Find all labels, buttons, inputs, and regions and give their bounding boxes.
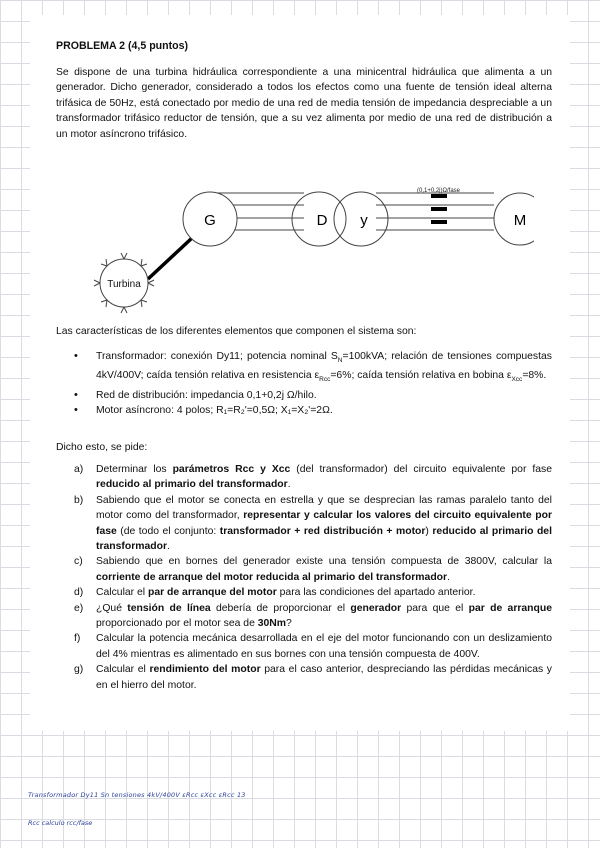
transformer-secondary-label: y bbox=[360, 212, 368, 229]
list-item-transformer: • Transformador: conexión Dy11; potencia nominal $S_N=100kVA$; relación de tensiones compuestas 4kV/400V; caída tensión relativa en resistencia $\varepsilon_{Rcc}=6\%$; caída tensión relativa en bobina $\varepsilon_{Xcc}=8\%$. bbox=[56, 349, 552, 388]
characteristics-list bbox=[56, 349, 552, 419]
problem-sheet bbox=[30, 15, 570, 731]
questions-intro: Dicho esto, se pide: bbox=[56, 442, 148, 453]
questions-list bbox=[56, 462, 552, 693]
shaft bbox=[148, 238, 192, 279]
list-item-network: • Red de distribución: impedancia 0,1+0,2j Ω/hilo. bbox=[56, 388, 552, 403]
question-a: a) Determinar los parámetros Rcc y Xcc (del transformador) del circuito equivalente por fase reducido al primario del transformador. bbox=[74, 464, 552, 491]
handwritten-note-1: Transformador Dy11 Sn tensiones 4kV/400V εRcc εXcc εRcc 13 bbox=[28, 791, 246, 799]
generator-label: G bbox=[204, 212, 216, 229]
distribution-lines bbox=[376, 193, 494, 230]
question-d: d) Calcular el par de arranque del motor para las condiciones del apartado anterior. bbox=[74, 587, 476, 599]
problem-intro: Se dispone de una turbina hidráulica correspondiente a una minicentral hidráulica que alimenta a un generador. Dicho generador, considerado a todos los efectos como una fuente de tensión ideal alterna trifásica de 50Hz, está conectado por medio de una red de media tensión de impedancia despreciable a un transformador trifásico reductor de tensión, que a su vez alimenta por medio de una red de distribución a un motor asíncrono trifásico. bbox=[56, 67, 552, 140]
question-b: b) Sabiendo que el motor se conecta en estrella y que se desprecian las ramas paralelo tanto del motor como del transformador, representar y calcular los valores del circuito equivalente por fase (de todo el conjunto: transformador + red distribución + motor) reducido al primario del transformador. bbox=[74, 494, 552, 553]
characteristics-intro: Las características de los diferentes elementos que componen el sistema son: bbox=[56, 326, 417, 337]
handwritten-note-2: Rcc calculo rcc/fase bbox=[28, 819, 93, 827]
question-e: e) ¿Qué tensión de línea debería de proporcionar el generador para que el par de arranque proporcionado por el motor sea de 30Nm? bbox=[74, 602, 553, 630]
turbine-label: Turbina bbox=[107, 279, 141, 290]
list-item-motor: • Motor asíncrono: 4 polos; R₁=R₂'=0,5Ω; X₁=X₂'=2Ω. bbox=[56, 403, 552, 418]
motor-label: M bbox=[513, 212, 527, 229]
question-f: f) Calcular la potencia mecánica desarrollada en el eje del motor funcionando con un deslizamiento del 4% mientras es alimentado en sus bornes con una tensión compuesta de 400V. bbox=[74, 633, 552, 660]
line-impedance-label: (0,1+0,2j)Ω/fase bbox=[417, 188, 461, 194]
problem-title: PROBLEMA 2 (4,5 puntos) bbox=[56, 40, 189, 52]
line-impedance-marks bbox=[431, 194, 447, 224]
system-diagram bbox=[64, 170, 534, 315]
question-c: c) Sabiendo que en bornes del generador existe una tensión compuesta de 3800V, calcular la corriente de arranque del motor reducida al primario del transformador. bbox=[74, 556, 552, 583]
question-g: g) Calcular el rendimiento del motor para el caso anterior, despreciando las pérdidas mecánicas y en el hierro del motor. bbox=[74, 664, 553, 691]
transformer-primary-label: D bbox=[316, 212, 328, 229]
